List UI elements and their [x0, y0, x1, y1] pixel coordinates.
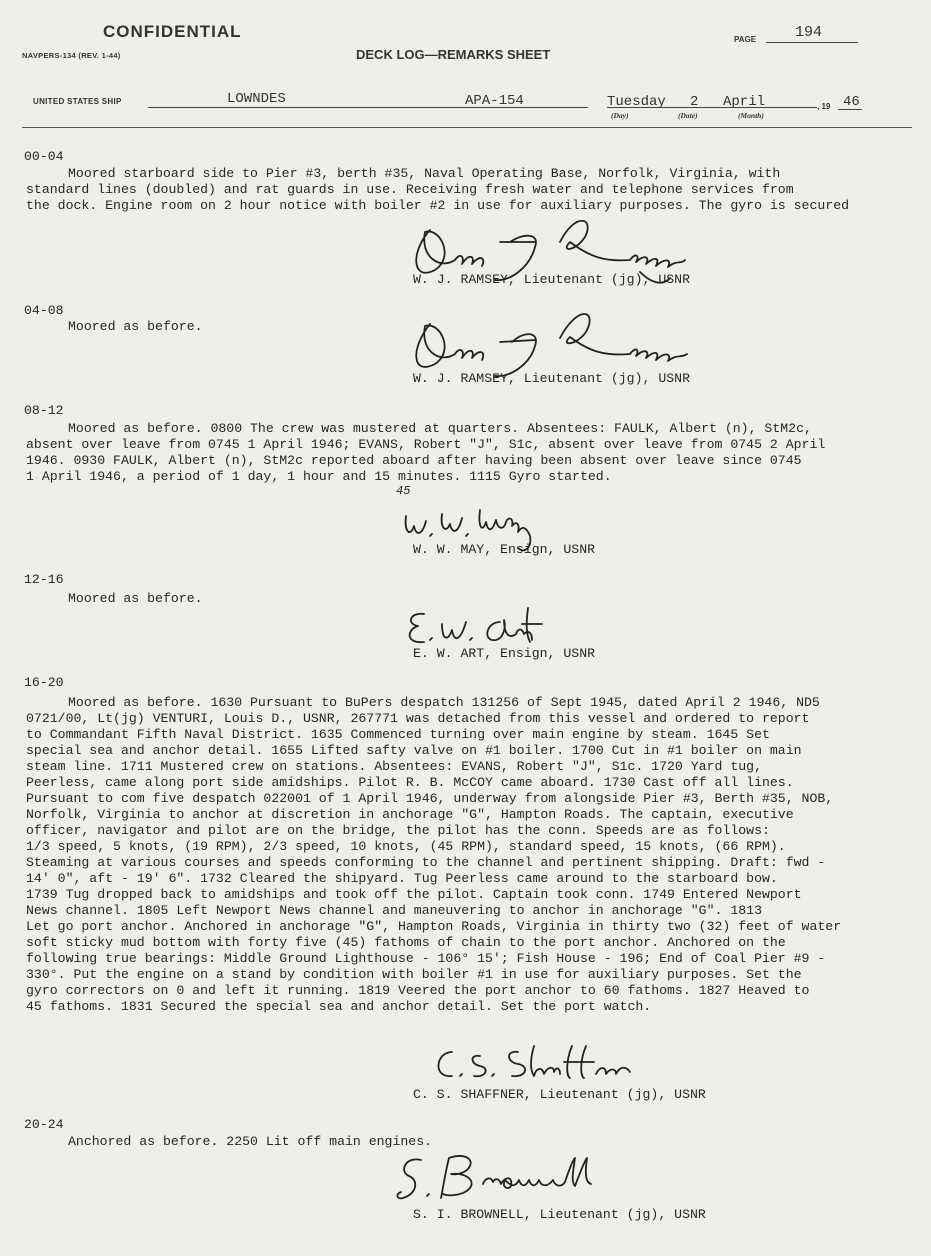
entry-line: 1739 Tug dropped back to amidships and took off the pilot. Captain took conn. 1749 Entered Newport — [26, 887, 802, 902]
month-caption: (Month) — [738, 111, 764, 120]
entry-line: gyro correctors on 0 and left it running. 1819 Veered the port anchor to 60 fathoms. 1827 Heaved to — [26, 983, 810, 998]
entry-line: officer, navigator and pilot are on the bridge, the pilot has the conn. Speeds are as follows: — [26, 823, 770, 838]
entry-line: the dock. Engine room on 2 hour notice with boiler #2 in use for auxiliary purposes. The gyro is secured — [26, 198, 850, 213]
entry-line: absent over leave from 0745 1 April 1946; EVANS, Robert "J", S1c, absent over leave from 0745 2 April — [26, 437, 826, 452]
entry-line: Pursuant to com five despatch 022001 of 1 April 1946, underway from alongside Pier #3, Berth #35, NOB, — [26, 791, 834, 806]
sheet-title: DECK LOG—REMARKS SHEET — [356, 47, 551, 62]
hull-number: APA-154 — [465, 93, 524, 109]
year-value: 46 — [843, 94, 860, 110]
entry-line: Let go port anchor. Anchored in anchorage "G", Hampton Roads, Virginia in thirty two (32) feet of water — [26, 919, 842, 934]
day-caption: (Day) — [611, 111, 629, 120]
entry-line: 0721/00, Lt(jg) VENTURI, Louis D., USNR, 267771 was detached from this vessel and ordered to report — [26, 711, 810, 726]
entry-line: 45 fathoms. 1831 Secured the special sea and anchor detail. Set the port watch. — [26, 999, 652, 1014]
entry-line: Moored starboard side to Pier #3, berth #35, Naval Operating Base, Norfolk, Virginia, with — [68, 166, 781, 181]
entry-line: Steaming at various courses and speeds conforming to the channel and pertinent shipping. Draft: fwd - — [26, 855, 826, 870]
classification-stamp: CONFIDENTIAL — [103, 22, 242, 41]
handwritten-correction: 45 — [396, 484, 411, 498]
entry-line: 1946. 0930 FAULK, Albert (n), StM2c reported aboard after having been absent over leave since 0745 — [26, 453, 802, 468]
signature-block: W. J. RAMSEY, Lieutenant (jg), USNR — [413, 272, 690, 287]
year-prefix: , 19 — [817, 102, 831, 111]
day-value: Tuesday — [607, 94, 666, 110]
ship-name: LOWNDES — [227, 91, 286, 107]
signature-shaffner — [430, 1040, 650, 1090]
entry-line: 14' 0", aft - 19' 6". 1732 Cleared the shipyard. Tug Peerless came around to the starboard bow. — [26, 871, 778, 886]
entry-line: Peerless, came along port side amidships. Pilot R. B. McCOY came aboard. 1730 Cast off all lines. — [26, 775, 794, 790]
entry-line: Moored as before. — [68, 319, 203, 334]
signature-block: S. I. BROWNELL, Lieutenant (jg), USNR — [413, 1207, 706, 1222]
watch-label-00-04: 00-04 — [24, 149, 64, 164]
entry-line: standard lines (doubled) and rat guards in use. Receiving fresh water and telephone services from — [26, 182, 794, 197]
entry-line: Anchored as before. 2250 Lit off main engines. — [68, 1134, 433, 1149]
signature-block: W. J. RAMSEY, Lieutenant (jg), USNR — [413, 371, 690, 386]
entry-line: soft sticky mud bottom with forty five (45) fathoms of chain to the port anchor. Anchored on the — [26, 935, 786, 950]
entry-line: steam line. 1711 Mustered crew on stations. Absentees: EVANS, Robert "J", S1c. 1720 Yard tug, — [26, 759, 762, 774]
entry-line: 1/3 speed, 5 knots, (19 RPM), 2/3 speed, 10 knots, (45 RPM), standard speed, 15 knots, (66 RPM). — [26, 839, 786, 854]
entry-line: Moored as before. 0800 The crew was mustered at quarters. Absentees: FAULK, Albert (n), StM2c, — [68, 421, 812, 436]
entry-line: 330°. Put the engine on a stand by condition with boiler #1 in use for auxiliary purposes. Set the — [26, 967, 802, 982]
signature-block: W. W. MAY, Ensign, USNR — [413, 542, 596, 557]
signature-brownell — [395, 1150, 625, 1210]
entry-line: following true bearings: Middle Ground Lighthouse - 106° 15'; Fish House - 196; End of Coal Pier #9 - — [26, 951, 826, 966]
entry-line: special sea and anchor detail. 1655 Lifted safty valve on #1 boiler. 1700 Cut in #1 boiler on main — [26, 743, 802, 758]
entry-line: to Commandant Fifth Naval District. 1635 Commenced turning over main engine by steam. 1645 Set — [26, 727, 770, 742]
date-caption: (Date) — [678, 111, 698, 120]
form-number: NAVPERS-134 (REV. 1-44) — [22, 51, 121, 60]
watch-label-16-20: 16-20 — [24, 675, 64, 690]
page-number: 194 — [795, 24, 823, 41]
entry-line: News channel. 1805 Left Newport News channel and maneuvering to anchor in anchorage "G". 1813 — [26, 903, 762, 918]
entry-line: Moored as before. 1630 Pursuant to BuPers despatch 131256 of Sept 1945, dated April 2 1946, ND5 — [68, 695, 820, 710]
watch-label-12-16: 12-16 — [24, 572, 64, 587]
header-rule — [22, 127, 912, 128]
entry-line: Norfolk, Virginia to anchor at discretion in anchorage "G", Hampton Roads. The captain, executive — [26, 807, 794, 822]
ship-label: UNITED STATES SHIP — [33, 97, 122, 106]
page-label: PAGE — [734, 35, 757, 44]
entry-line: 1 April 1946, a period of 1 day, 1 hour and 15 minutes. 1115 Gyro started. — [26, 469, 612, 484]
watch-label-04-08: 04-08 — [24, 303, 64, 318]
page-number-line — [766, 42, 858, 43]
date-value: 2 — [690, 94, 699, 110]
signature-block: E. W. ART, Ensign, USNR — [413, 646, 596, 661]
watch-label-08-12: 08-12 — [24, 403, 64, 418]
signature-block: C. S. SHAFFNER, Lieutenant (jg), USNR — [413, 1087, 706, 1102]
watch-label-20-24: 20-24 — [24, 1117, 64, 1132]
month-value: April — [723, 94, 766, 110]
entry-line: Moored as before. — [68, 591, 203, 606]
